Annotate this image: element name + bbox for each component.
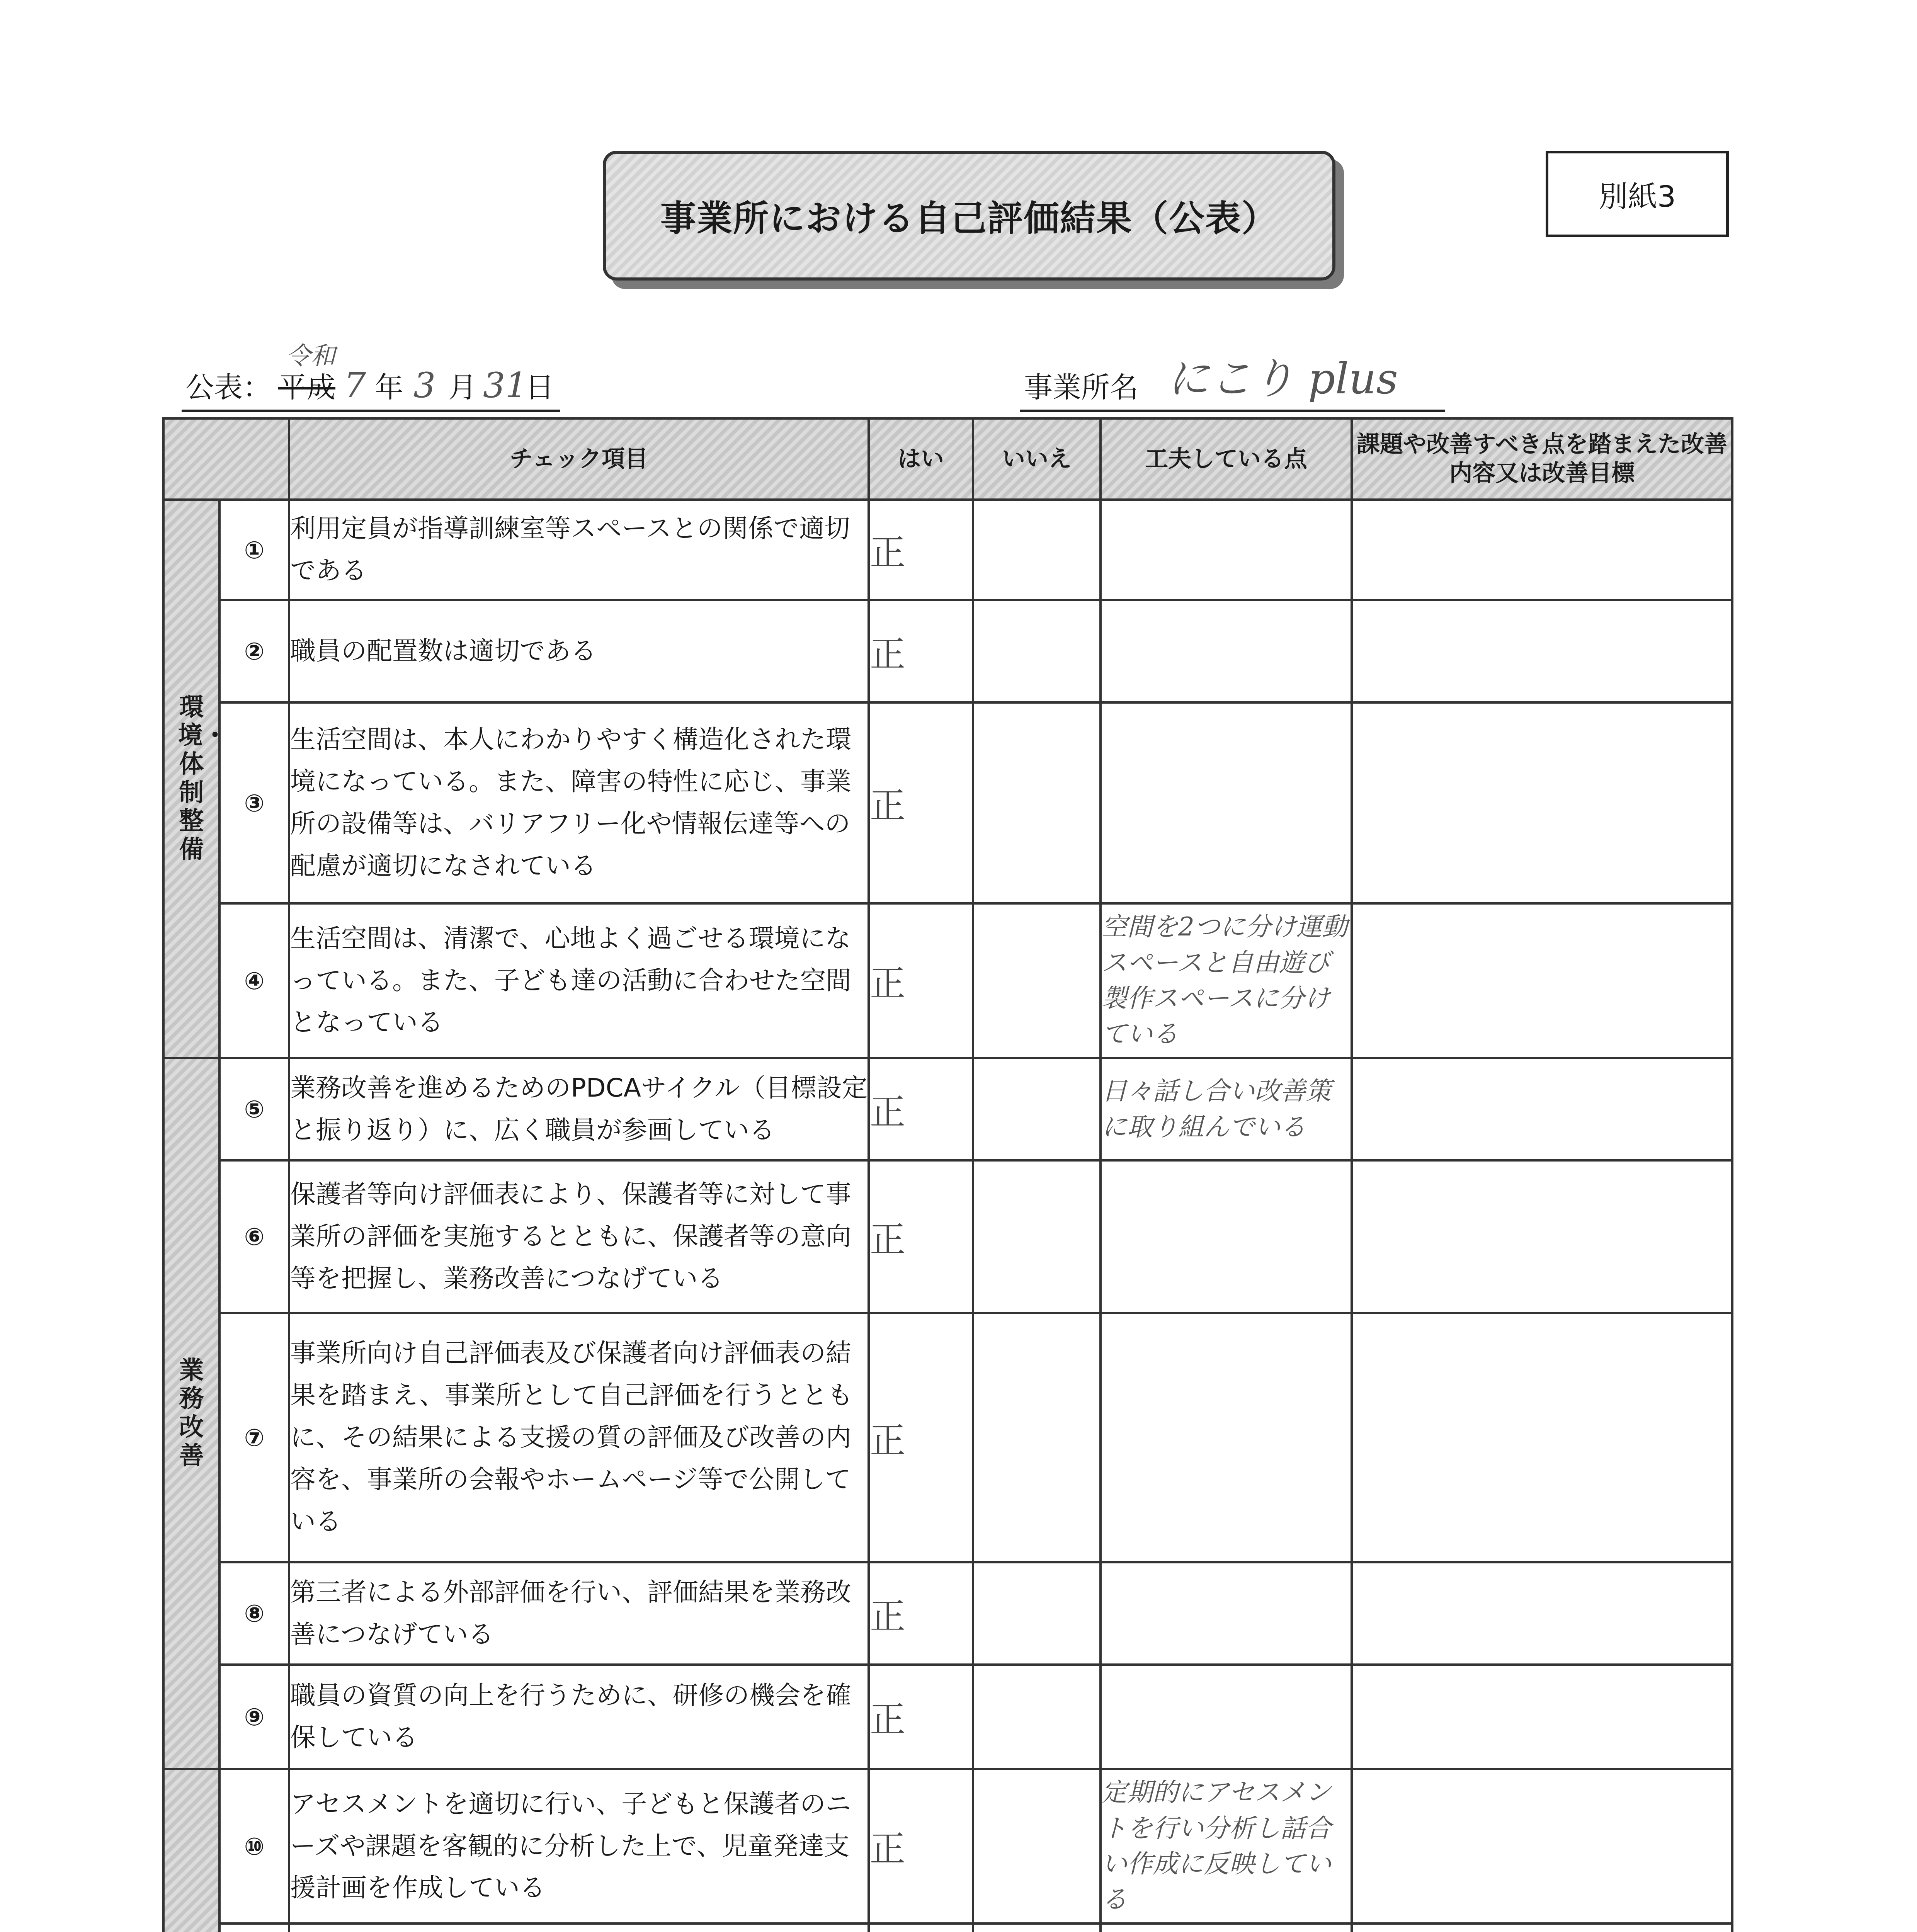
row-ingenuity <box>1101 1562 1352 1665</box>
row-ingenuity: 定期的にアセスメントを行い分析し話合い作成に反映している <box>1101 1769 1352 1923</box>
row-yes-mark: 正 <box>869 1769 973 1923</box>
month-value: 3 <box>413 365 436 406</box>
row-issues-cell <box>1352 1665 1732 1769</box>
row-yes-mark: 正 <box>869 1665 973 1769</box>
row-number: ⑦ <box>219 1313 289 1562</box>
row-yes-mark: 正 <box>869 1313 973 1562</box>
row-no-cell <box>973 903 1101 1058</box>
attachment-label: 別紙3 <box>1546 151 1729 237</box>
office-name: にこり plus <box>1167 354 1398 403</box>
publication-date <box>182 342 560 412</box>
office-label: 事業所名 <box>1024 371 1138 404</box>
row-no-cell <box>973 1923 1101 1932</box>
row-check-item: 事業所向け自己評価表及び保護者向け評価表の結果を踏まえ、事業所として自己評価を行うとともに、その結果による支援の質の評価及び改善の内容を、事業所の会報やホームページ等で公開している <box>289 1313 869 1562</box>
row-issues-cell <box>1352 1160 1732 1313</box>
row-no-cell <box>973 1058 1101 1160</box>
row-issues-cell <box>1352 1769 1732 1923</box>
row-ingenuity <box>1101 1665 1352 1769</box>
row-ingenuity <box>1101 600 1352 702</box>
row-yes-mark: 正 <box>869 600 973 702</box>
row-yes-mark: 正 <box>869 903 973 1058</box>
publication-label: 公表： <box>185 371 271 404</box>
header-no: いいえ <box>973 418 1101 500</box>
era-new: 令和 <box>286 342 335 371</box>
row-issues-cell <box>1352 1058 1732 1160</box>
year-value: 7 <box>344 365 366 406</box>
month-label: 月 <box>448 371 477 404</box>
row-no-cell <box>973 1562 1101 1665</box>
category-environment <box>163 500 228 1058</box>
row-no-cell <box>973 1160 1101 1313</box>
row-check-item: 第三者による外部評価を行い、評価結果を業務改善につなげている <box>289 1562 869 1665</box>
row-number: ⑩ <box>219 1769 289 1923</box>
row-issues-cell <box>1352 903 1732 1058</box>
row-yes-mark <box>869 1923 973 1932</box>
row-no-cell <box>973 1313 1101 1562</box>
row-yes-mark: 正 <box>869 1160 973 1313</box>
row-ingenuity <box>1101 500 1352 600</box>
office-name-line <box>1020 348 1445 412</box>
row-yes-mark: 正 <box>869 702 973 903</box>
row-number: ⑤ <box>219 1058 289 1160</box>
row-ingenuity <box>1101 1160 1352 1313</box>
row-ingenuity: 日々話し合い改善策に取り組んでいる <box>1101 1058 1352 1160</box>
row-check-item: 職員の配置数は適切である <box>289 600 869 702</box>
row-no-cell <box>973 702 1101 903</box>
header-check-item: チェック項目 <box>289 418 869 500</box>
row-ingenuity <box>1101 1923 1352 1932</box>
row-number: ⑨ <box>219 1665 289 1769</box>
row-issues-cell <box>1352 500 1732 600</box>
header-issues: 課題や改善すべき点を踏まえた改善内容又は改善目標 <box>1352 418 1732 500</box>
day-value: 31 <box>483 365 527 406</box>
row-check-item: 生活空間は、清潔で、心地よく過ごせる環境になっている。また、子ども達の活動に合わせた空間となっている <box>289 903 869 1058</box>
row-issues-cell <box>1352 600 1732 702</box>
row-check-item: 保護者等向け評価表により、保護者等に対して事業所の評価を実施するとともに、保護者等の意向等を把握し、業務改善につなげている <box>289 1160 869 1313</box>
year-label: 年 <box>375 371 403 404</box>
row-ingenuity: 空間を2つに分け運動スペースと自由遊び製作スペースに分けている <box>1101 903 1352 1058</box>
row-check-item: 利用定員が指導訓練室等スペースとの関係で適切である <box>289 500 869 600</box>
row-number: ① <box>219 500 289 600</box>
era-old: 平成 <box>278 371 335 404</box>
row-no-cell <box>973 1769 1101 1923</box>
row-no-cell <box>973 1665 1101 1769</box>
row-no-cell <box>973 500 1101 600</box>
row-check-item <box>289 1923 869 1932</box>
row-issues-cell <box>1352 1923 1732 1932</box>
header-ingenuity: 工夫している点 <box>1101 418 1352 500</box>
row-yes-mark: 正 <box>869 500 973 600</box>
row-yes-mark: 正 <box>869 1058 973 1160</box>
row-number: ③ <box>219 702 289 903</box>
row-check-item: アセスメントを適切に行い、子どもと保護者のニーズや課題を客観的に分析した上で、児童発達支援計画を作成している <box>289 1769 869 1923</box>
category-environment-label: 環境・体制整備 <box>178 693 228 864</box>
row-issues-cell <box>1352 702 1732 903</box>
row-ingenuity <box>1101 1313 1352 1562</box>
page-title: 事業所における自己評価結果（公表） <box>603 151 1335 281</box>
evaluation-table <box>162 417 1733 1932</box>
row-number: ⑧ <box>219 1562 289 1665</box>
row-check-item: 業務改善を進めるためのPDCAサイクル（目標設定と振り返り）に、広く職員が参画している <box>289 1058 869 1160</box>
row-ingenuity <box>1101 702 1352 903</box>
header-yes: はい <box>869 418 973 500</box>
row-issues-cell <box>1352 1313 1732 1562</box>
category-business-improvement-label: 業務改善 <box>179 1356 204 1470</box>
category-business-improvement <box>163 1058 219 1769</box>
header-blank <box>163 418 289 500</box>
row-number <box>219 1923 289 1932</box>
row-number: ② <box>219 600 289 702</box>
row-number: ⑥ <box>219 1160 289 1313</box>
row-yes-mark: 正 <box>869 1562 973 1665</box>
row-number: ④ <box>219 903 289 1058</box>
row-check-item: 職員の資質の向上を行うために、研修の機会を確保している <box>289 1665 869 1769</box>
row-no-cell <box>973 600 1101 702</box>
day-label: 日 <box>526 371 554 404</box>
category-appropriate-support <box>163 1769 219 1932</box>
row-check-item: 生活空間は、本人にわかりやすく構造化された環境になっている。また、障害の特性に応じ、事業所の設備等は、バリアフリー化や情報伝達等への配慮が適切になされている <box>289 702 869 903</box>
row-issues-cell <box>1352 1562 1732 1665</box>
